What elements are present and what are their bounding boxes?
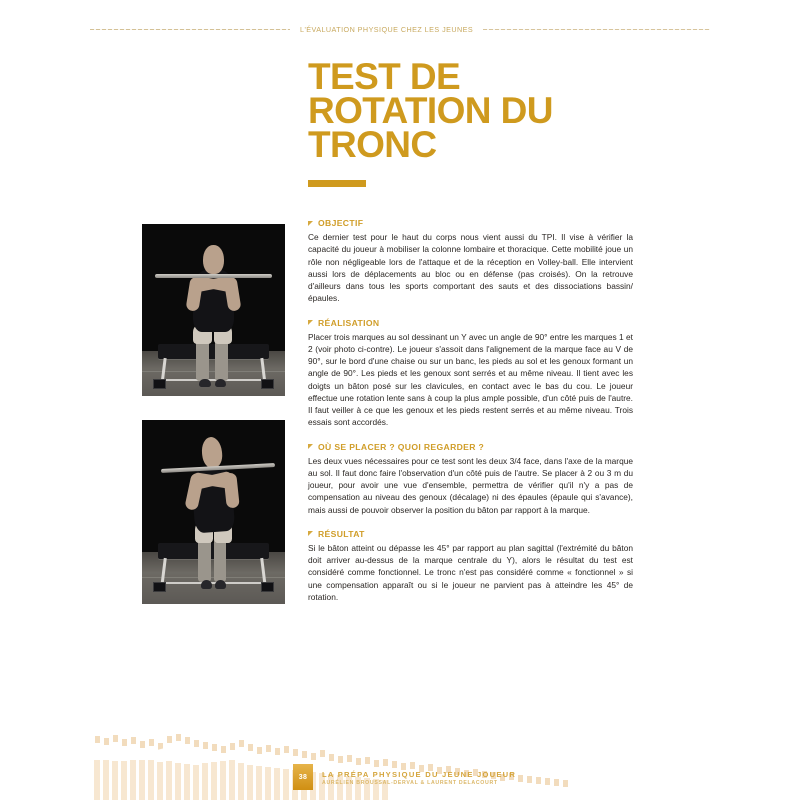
section-marker-icon: [308, 444, 313, 449]
footer-decorative-chart: [92, 722, 710, 800]
section-ou-se-placer-head: [308, 442, 633, 452]
header-rule-right: [483, 29, 710, 30]
content-column: [308, 218, 633, 616]
section-realisation-title: RÉALISATION: [318, 317, 380, 328]
footer-chart-svg: [92, 722, 710, 800]
section-marker-icon: [308, 221, 313, 226]
section-marker-icon: [308, 531, 313, 536]
footer-book-title: LA PRÉPA PHYSIQUE DU JEUNE JOUEUR: [322, 770, 517, 780]
footer-text-block: [322, 770, 516, 786]
section-resultat: [308, 529, 633, 603]
section-objectif-title: OBJECTIF: [318, 218, 364, 228]
running-header-title: L'ÉVALUATION PHYSIQUE CHEZ LES JEUNES: [300, 24, 474, 34]
section-ou-se-placer: [308, 442, 633, 516]
section-realisation-body: Placer trois marques au sol dessinant un Y avec un angle de 90° entre les marques 1 et 2 (voir photo ci-contre). Le joueur s'assoit dans l'alignement de la marque face au V de 90°, sur le bord d'une chaise ou sur un banc, les pieds au sol et les genoux formant un angle de 90°. Les pieds et les genoux sont serrés et au même niveau. Il tient avec les doigts un bâton posé sur les clavicules, en contact avec le bas du cou. Le joueur effectue une rotation lente sans à coup la plus ample possible, d'un côté puis de l'autre. Il faut veiller à ce que les genoux et les pieds restent serrés et au même niveau. Trois essais sont accordés.: [308, 331, 633, 428]
photo-three-quarter-view-scene: [142, 420, 285, 604]
photo-front-view: [142, 224, 285, 396]
running-header: [90, 22, 710, 36]
title-underline-rule: [308, 180, 366, 187]
section-resultat-body: Si le bâton atteint ou dépasse les 45° par rapport au plan sagittal (l'extrémité du bâton doit arriver au-dessus de la marque centrale du Y), alors le résultat du test est considéré comme fonctionnel. Le tronc n'est pas considéré comme « fonctionnel » si une compensation apparaît ou si le joueur ne parvient pas à atteindre les 45° de rotation.: [308, 542, 633, 602]
page-number-badge: 38: [293, 764, 313, 790]
section-objectif: [308, 218, 633, 305]
section-realisation: [308, 318, 633, 429]
page-title-line-2: ROTATION DU: [308, 90, 553, 132]
section-objectif-body: Ce dernier test pour le haut du corps nous vient aussi du TPI. Il vise à vérifier la capacité du joueur à mobiliser la colonne lombaire et thoracique. Cette mobilité joue un rôle non négligeable lors de l'attaque et de la réception en Volley-ball. Elle intervient aussi lors de déplacements au bloc ou en défense (pas croisés). On la retrouve d'ailleurs dans tous les sports comportant des sauts et des dissociations bassin/épaules.: [308, 232, 633, 304]
section-resultat-head: [308, 529, 633, 539]
photo-front-view-scene: [142, 224, 285, 396]
page-title-line-3: TRONC: [308, 124, 437, 166]
page-title-line-1: TEST DE: [308, 56, 461, 97]
page-title-block: [308, 56, 638, 187]
section-realisation-head: [308, 318, 633, 328]
section-marker-icon: [308, 320, 313, 325]
section-ou-se-placer-title: OÙ SE PLACER ? QUOI REGARDER ?: [318, 441, 485, 452]
section-ou-se-placer-body: Les deux vues nécessaires pour ce test sont les deux 3/4 face, dans l'axe de la marque au sol. Il faut donc faire l'observation d'un côté puis de l'autre. Se placer à 2 ou 3 m du joueur, pour avoir une vue d'ensemble, permettra de vérifier qu'il n'y a pas de compensation au niveau des genoux (décalage) ni des épaules (épaule qui s'avance), mais aussi de pouvoir observer la position du bâton par rapport à la marque.: [308, 455, 633, 515]
section-resultat-title: RÉSULTAT: [318, 528, 365, 539]
footer-authors: AURÉLIEN BROUSSAL-DERVAL & LAURENT DELACOURT: [322, 779, 498, 786]
header-rule-left: [90, 29, 290, 30]
page-title: [308, 56, 638, 166]
section-objectif-head: [308, 218, 633, 228]
photo-three-quarter-view: [142, 420, 285, 604]
